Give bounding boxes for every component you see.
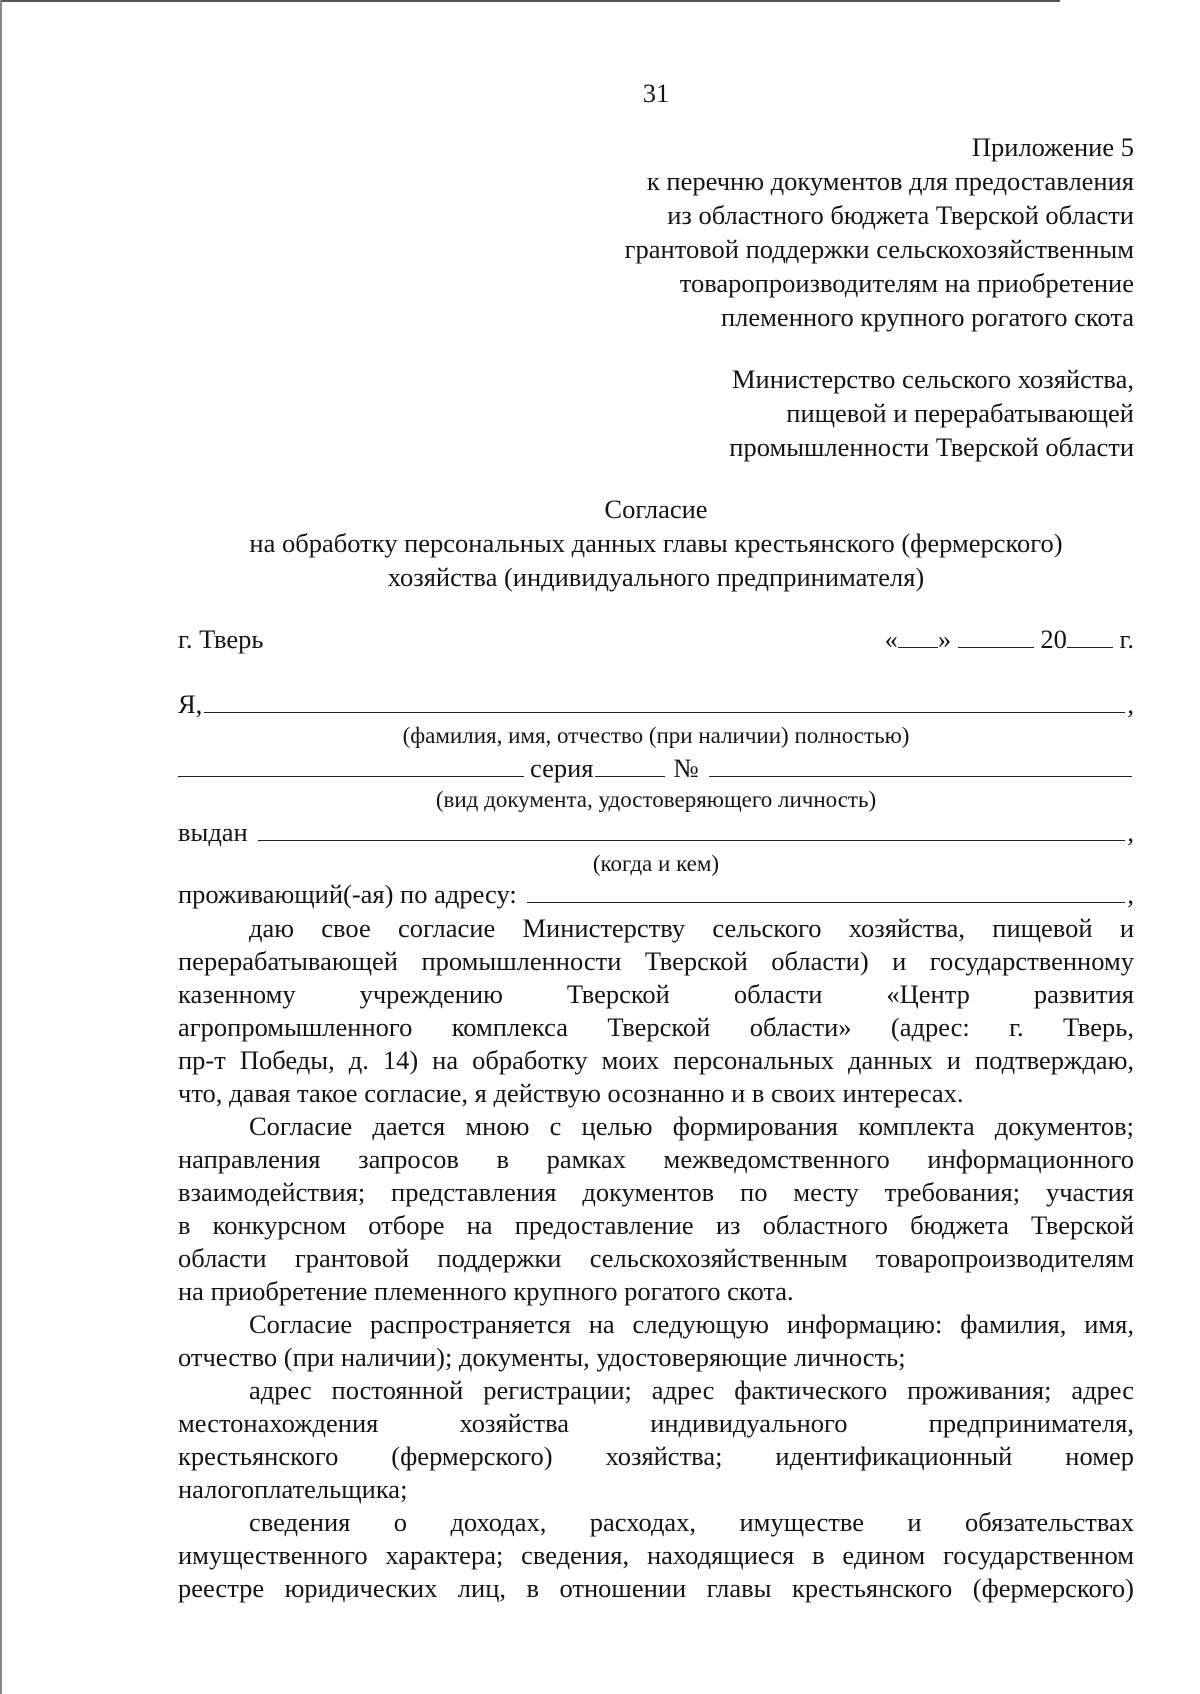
appendix-header — [625, 130, 1134, 334]
paragraph-line: взаимодействия; представления документов по месту требования; участия — [178, 1177, 1134, 1207]
date-open-quote: « — [884, 624, 898, 654]
number-blank[interactable] — [709, 754, 1132, 777]
addressee-line: промышленности Тверской области — [729, 432, 1134, 462]
addressee-block — [729, 362, 1134, 464]
scope-paragraph — [178, 1308, 1134, 1374]
paragraph-line: агропромышленного комплекса Тверской области» (адрес: г. Тверь, — [178, 1012, 1134, 1042]
document-title — [178, 492, 1134, 594]
title-line: Согласие — [604, 494, 708, 524]
fio-row — [178, 688, 1134, 720]
document-row — [178, 752, 1134, 784]
number-label: № — [673, 753, 699, 783]
scan-left-edge — [0, 0, 2, 1694]
doc-type-blank[interactable] — [178, 752, 524, 777]
date-field — [885, 622, 1134, 656]
issued-hint: (когда и кем) — [592, 851, 720, 876]
paragraph-line: местонахождения хозяйства индивидуального предпринимателя, — [178, 1408, 1134, 1438]
paragraph-line: крестьянского (фермерского) хозяйства; идентификационный номер — [178, 1441, 1134, 1471]
scan-top-edge — [0, 0, 1060, 2]
paragraph-line: что, давая такое согласие, я действую осознанно и в своих интересах. — [178, 1078, 964, 1108]
addressee-line: пищевой и перерабатывающей — [786, 398, 1134, 428]
city-label: г. Тверь — [178, 624, 264, 654]
paragraph-line: на приобретение племенного крупного рогатого скота. — [178, 1276, 794, 1306]
issued-row — [178, 816, 1134, 848]
title-line: хозяйства (индивидуального предпринимателя) — [387, 562, 925, 592]
page-number: 31 — [642, 78, 670, 108]
paragraph-line: имущественного характера; сведения, находящиеся в едином государственном — [178, 1540, 1134, 1570]
doc-hint: (вид документа, удостоверяющего личность) — [435, 787, 877, 812]
year-prefix: 20 — [1040, 624, 1067, 654]
consent-paragraph — [178, 912, 1134, 1110]
purpose-paragraph — [178, 1110, 1134, 1308]
paragraph-line: налогоплательщика; — [178, 1474, 408, 1504]
city-date-row — [178, 622, 1134, 656]
paragraph-line: в конкурсном отборе на предоставление из областного бюджета Тверской — [178, 1210, 1134, 1240]
paragraph-line: сведения о доходах, расходах, имуществе и обязательствах — [249, 1507, 1134, 1537]
paragraph-line: области грантовой поддержки сельскохозяйственным товаропроизводителям — [178, 1243, 1134, 1273]
paragraph-line: реестре юридических лиц, в отношении главы крестьянского (фермерского) — [178, 1573, 1134, 1603]
address-blank[interactable] — [527, 880, 1126, 903]
year-blank[interactable] — [1067, 623, 1113, 648]
issued-blank[interactable] — [258, 818, 1126, 841]
title-line: на обработку персональных данных главы крестьянского (фермерского) — [249, 528, 1063, 558]
date-close-quote: » — [937, 624, 952, 654]
comma: , — [1127, 817, 1134, 847]
appendix-line: грантовой поддержки сельскохозяйственным — [624, 234, 1134, 264]
income-paragraph — [178, 1506, 1134, 1605]
paragraph-line: Согласие распространяется на следующую информацию: фамилия, имя, — [249, 1309, 1134, 1339]
fio-hint: (фамилия, имя, отчество (при наличии) полностью) — [402, 723, 910, 748]
paragraph-line: даю свое согласие Министерству сельского хозяйства, пищевой и — [249, 913, 1134, 943]
paragraph-line: казенному учреждению Тверской области «Центр развития — [178, 979, 1134, 1009]
address-row — [178, 878, 1134, 910]
paragraph-line: пр-т Победы, д. 14) на обработку моих персональных данных и подтверждаю, — [178, 1045, 1134, 1075]
series-blank[interactable] — [595, 752, 665, 777]
appendix-line: товаропроизводителям на приобретение — [679, 268, 1134, 298]
paragraph-line: перерабатывающей промышленности Тверской области) и государственному — [178, 946, 1134, 976]
appendix-line: племенного крупного рогатого скота — [721, 302, 1134, 332]
day-blank[interactable] — [898, 623, 938, 648]
fio-blank[interactable] — [204, 690, 1125, 713]
comma: , — [1127, 689, 1134, 719]
appendix-line: Приложение 5 — [971, 132, 1134, 162]
address-label: проживающий(-ая) по адресу: — [178, 879, 517, 909]
address-info-paragraph — [178, 1374, 1134, 1506]
year-suffix: г. — [1119, 624, 1134, 654]
issued-label: выдан — [178, 817, 248, 847]
appendix-line: из областного бюджета Тверской области — [667, 200, 1134, 230]
paragraph-line: адрес постоянной регистрации; адрес фактического проживания; адрес — [249, 1375, 1134, 1405]
paragraph-line: направления запросов в рамках межведомственного информационного — [178, 1144, 1134, 1174]
paragraph-line: отчество (при наличии); документы, удостоверяющие личность; — [178, 1342, 906, 1372]
addressee-line: Министерство сельского хозяйства, — [731, 364, 1134, 394]
month-blank[interactable] — [958, 623, 1034, 648]
paragraph-line: Согласие дается мною с целью формирования комплекта документов; — [249, 1111, 1134, 1141]
appendix-line: к перечню документов для предоставления — [646, 166, 1134, 196]
comma: , — [1127, 879, 1134, 909]
series-label: серия — [530, 753, 594, 783]
i-label: Я, — [178, 689, 203, 719]
